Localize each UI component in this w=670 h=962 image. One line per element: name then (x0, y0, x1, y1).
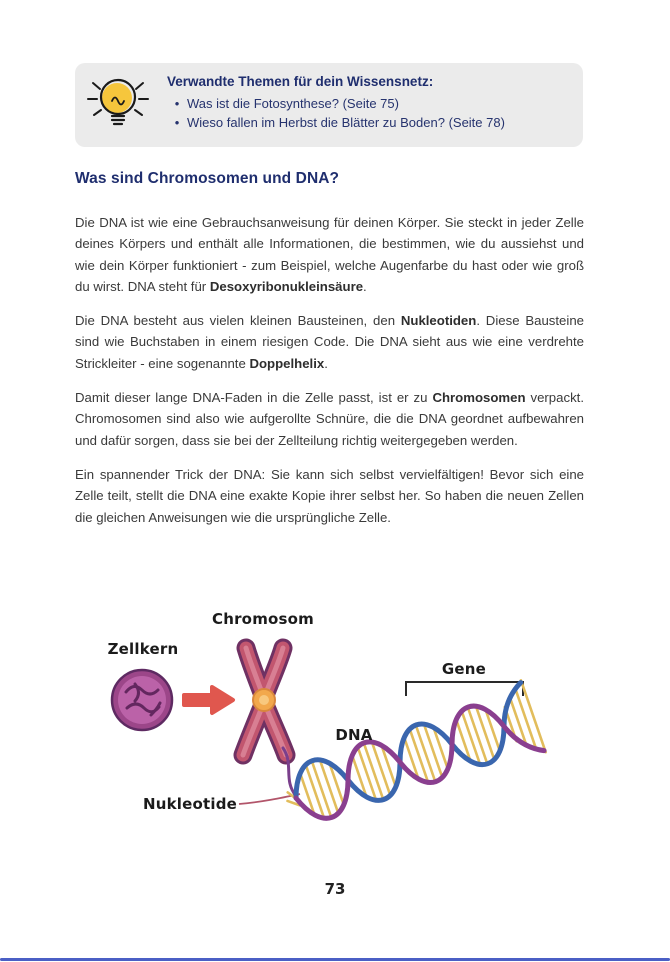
section-heading: Was sind Chromosomen und DNA? (75, 170, 340, 187)
paragraph-text: Die DNA besteht aus vielen kleinen Bausteinen, den (75, 313, 401, 329)
dna-diagram (0, 598, 670, 893)
paragraph-text: verpackt. Chromosomen sind also wie aufgerollte Schnüre, die die DNA geordnet aufbewahren und dafür sorgen, dass sie bei der Zellteilung richtig weitergegeben werden. (75, 390, 584, 448)
related-topics-box (75, 63, 583, 147)
bold-term-chromosomen: Chromosomen (432, 390, 526, 406)
chromosome-graphic (243, 648, 286, 755)
paragraph-dna-intro (75, 212, 584, 297)
label-chromosom: Chromosom (212, 610, 314, 628)
body-text (75, 212, 584, 541)
paragraph-text: Ein spannender Trick der DNA: Sie kann sich selbst vervielfältigen! Bevor sich eine Zelle teilt, stellt die DNA eine exakte Kopie ihrer selbst her. So haben die neuen Zellen die gleichen Anweisungen wie die ursprüngliche Zelle. (75, 466, 584, 525)
page-bottom-border (0, 958, 670, 961)
paragraph-nukleotide (75, 310, 584, 374)
info-box-title: Verwandte Themen für dein Wissensnetz: (167, 74, 434, 89)
info-box-content (167, 74, 573, 133)
paragraph-text: . (324, 355, 328, 371)
page-number: 73 (324, 880, 346, 898)
lightbulb-icon (81, 68, 155, 142)
paragraph-text: Die DNA ist wie eine Gebrauchsanweisung für deinen Körper. Sie steckt in jeder Zelle deines Körpers und enthält alle Informationen, die bestimmen, wie du aussiehst und wie dein Körper funktioniert - zum Beispiel, welche Augenfarbe du hast oder wie groß du wirst. DNA steht für (75, 215, 584, 294)
info-box-item-text: Wieso fallen im Herbst die Blätter zu Boden? (Seite 78) (187, 114, 505, 130)
bullet-marker: • (174, 96, 180, 111)
label-gene: Gene (441, 660, 487, 678)
label-zellkern: Zellkern (107, 640, 179, 658)
paragraph-text: . Diese Bausteine sind wie Buchstaben in einem riesigen Code. Die DNA sieht aus wie eine verdrehte Strickleiter - eine sogenannte (75, 313, 584, 371)
paragraph-text: Damit dieser lange DNA-Faden in die Zelle passt, ist er zu (75, 390, 433, 406)
info-box-item (167, 95, 573, 114)
info-box-item (167, 114, 573, 133)
bold-term-doppelhelix: Doppelhelix (249, 355, 325, 371)
paragraph-replikation (75, 464, 584, 528)
bold-term-nukleotiden: Nukleotiden (400, 313, 477, 329)
gene-bracket (406, 682, 523, 696)
paragraph-chromosomen (75, 387, 584, 451)
info-box-item-text: Was ist die Fotosynthese? (Seite 75) (187, 96, 399, 111)
bold-term-desoxyribonukleinsaeure: Desoxyribonukleinsäure (209, 278, 364, 294)
paragraph-text: . (363, 278, 367, 294)
arrow-right-icon (184, 687, 233, 713)
label-nukleotide: Nukleotide (142, 795, 238, 813)
info-box-list (167, 95, 573, 133)
label-dna: DNA (335, 726, 373, 744)
dna-helix-graphic (275, 680, 546, 837)
bullet-marker: • (174, 114, 180, 130)
nucleus-graphic (112, 670, 172, 730)
